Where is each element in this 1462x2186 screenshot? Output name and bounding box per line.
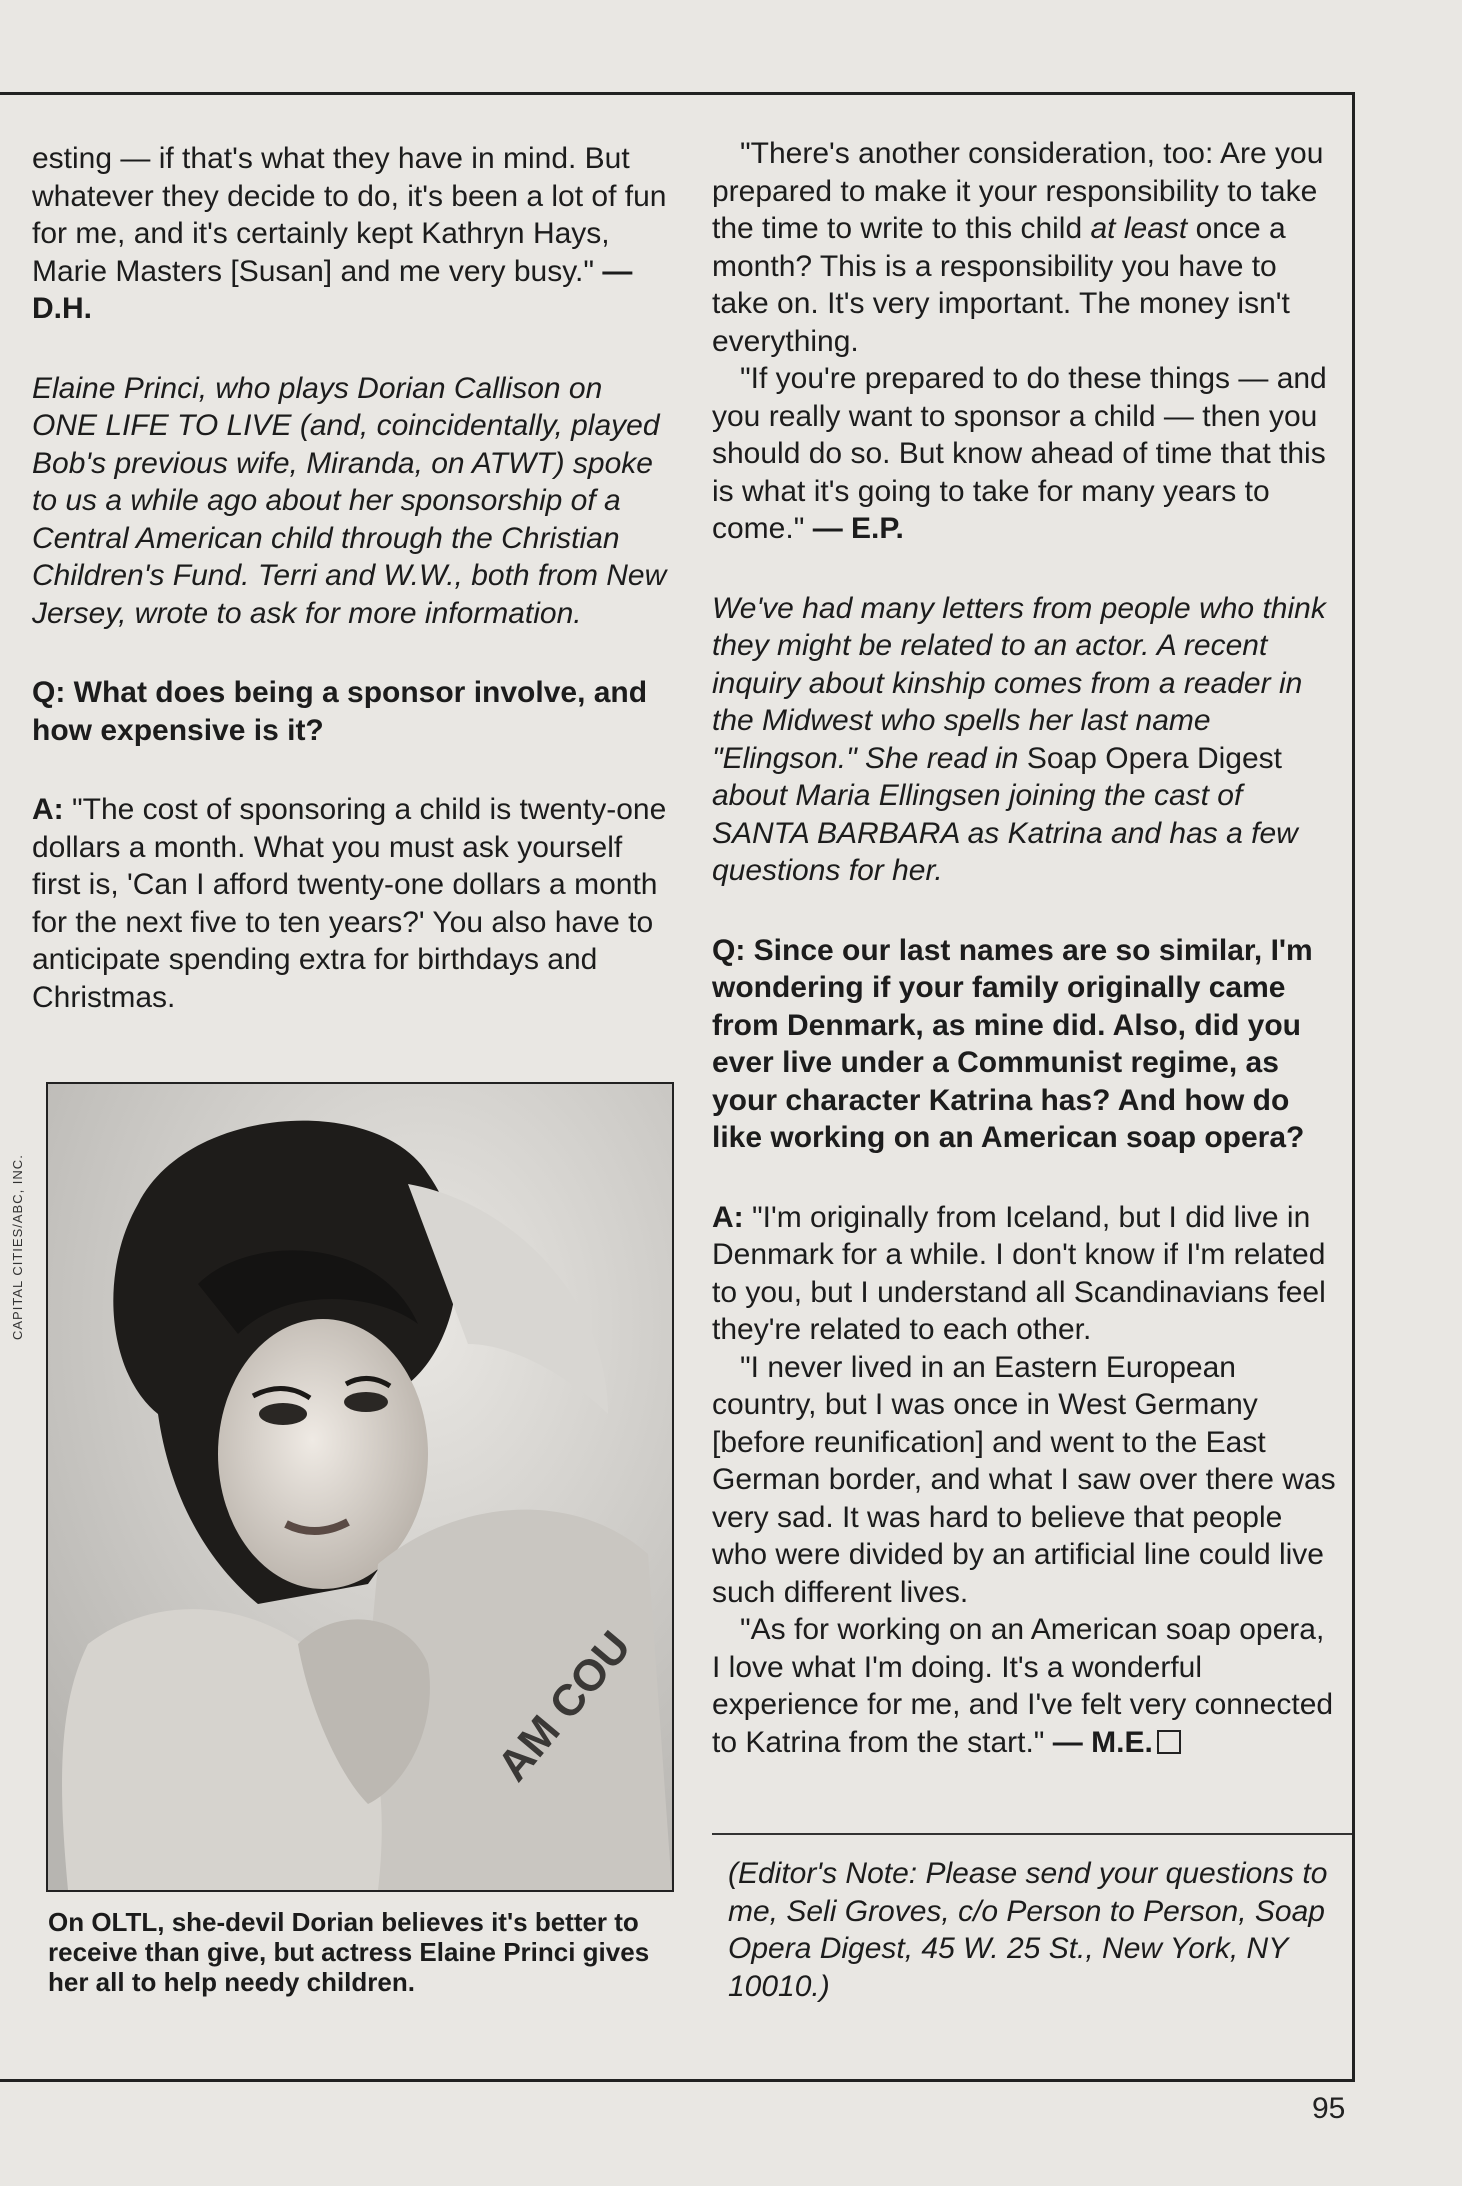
photo-credit: CAPITAL CITIES/ABC, INC.: [10, 1154, 25, 1340]
photo-elaine-princi: [46, 1082, 674, 1892]
editor-note: (Editor's Note: Please send your questions to me, Seli Groves, c/o Person to Person, Soap Opera Digest, 45 W. 25 St., New York, NY 10010.): [728, 1857, 1328, 2003]
answer-label: A:: [32, 793, 64, 826]
signature-me: — M.E.: [1052, 1725, 1153, 1759]
question-denmark: Q: Since our last names are so similar, I'm wondering if your family originally came from Denmark, as mine did. Also, did you ever live under a Communist regime, as your character Katrina has? And how do like working on an American soap opera?: [712, 933, 1313, 1154]
photo-caption: On OLTL, she-devil Dorian believes it's better to receive than give, but actress Elaine Princi gives her all to help needy children.: [48, 1907, 650, 1997]
answer-soap-opera: "As for working on an American soap opera, I love what I'm doing. It's a wonderful experience for me, and I've felt very connected to Katrina from the start." — M.E.: [712, 1613, 1334, 1759]
editor-divider: [712, 1833, 1352, 1835]
left-paragraph-1: esting — if that's what they have in mind. But whatever they decide to do, it's been a lot of fun for me, and it's certainly kept Kathryn Hays, Marie Masters [Susan] and me very busy." — D.H.: [32, 142, 667, 325]
answer-sponsor: A: "The cost of sponsoring a child is twenty-one dollars a month. What you must ask yourself first is, 'Can I afford twenty-one dollars a month for the next five to ten years?' You also have to anticipate spending extra for birthdays and Christmas.: [32, 793, 667, 1014]
portrait-illustration: [48, 1084, 672, 1890]
answer-east-germany: "I never lived in an Eastern European country, but I was once in West Germany [before reunification] and went to the East German border, and what I saw over there was very sad. It was hard to believe that people who were divided by an artificial line could live such different lives.: [712, 1350, 1336, 1609]
intro-kinship: We've had many letters from people who think they might be related to an actor. A recent inquiry about kinship comes from a reader in the Midwest who spells her last name "Elingson." She read in Soap Opera Digest about Maria Ellingsen joining the cast of SANTA BARBARA as Katrina and has a few questions for her.: [712, 591, 1326, 887]
signature-ep: — E.P.: [812, 512, 904, 545]
magazine-name: Soap Opera Digest: [1026, 741, 1282, 775]
page-number: 95: [1312, 2092, 1346, 2125]
right-paragraph-1: "There's another consideration, too: Are you prepared to make it your responsibility to take the time to write to this child at least once a month? This is a responsibility you have to take on. It's very important. The money isn't everything.: [712, 137, 1324, 358]
signature-dh: — D.H.: [32, 254, 633, 325]
sweatshirt-lettering: AM COU: [488, 1622, 641, 1791]
end-mark-icon: [1157, 1730, 1181, 1754]
answer-iceland: A: "I'm originally from Iceland, but I did live in Denmark for a while. I don't know if I'm related to you, but I understand all Scandinavians feel they're related to each other.: [712, 1200, 1326, 1346]
left-column: [32, 140, 672, 1036]
right-paragraph-2: "If you're prepared to do these things — and you really want to sponsor a child — then you should do so. But know ahead of time that this is what it's going to take for many years to come." — E.P.: [712, 362, 1327, 545]
question-sponsor: Q: What does being a sponsor involve, and how expensive is it?: [32, 676, 648, 747]
intro-elaine-princi: Elaine Princi, who plays Dorian Callison on ONE LIFE TO LIVE (and, coincidentally, played Bob's previous wife, Miranda, on ATWT) spoke to us a while ago about her sponsorship of a Central American child through the Christian Children's Fund. Terri and W.W., both from New Jersey, wrote to ask for more information.: [32, 371, 667, 630]
right-column: [712, 135, 1337, 1781]
